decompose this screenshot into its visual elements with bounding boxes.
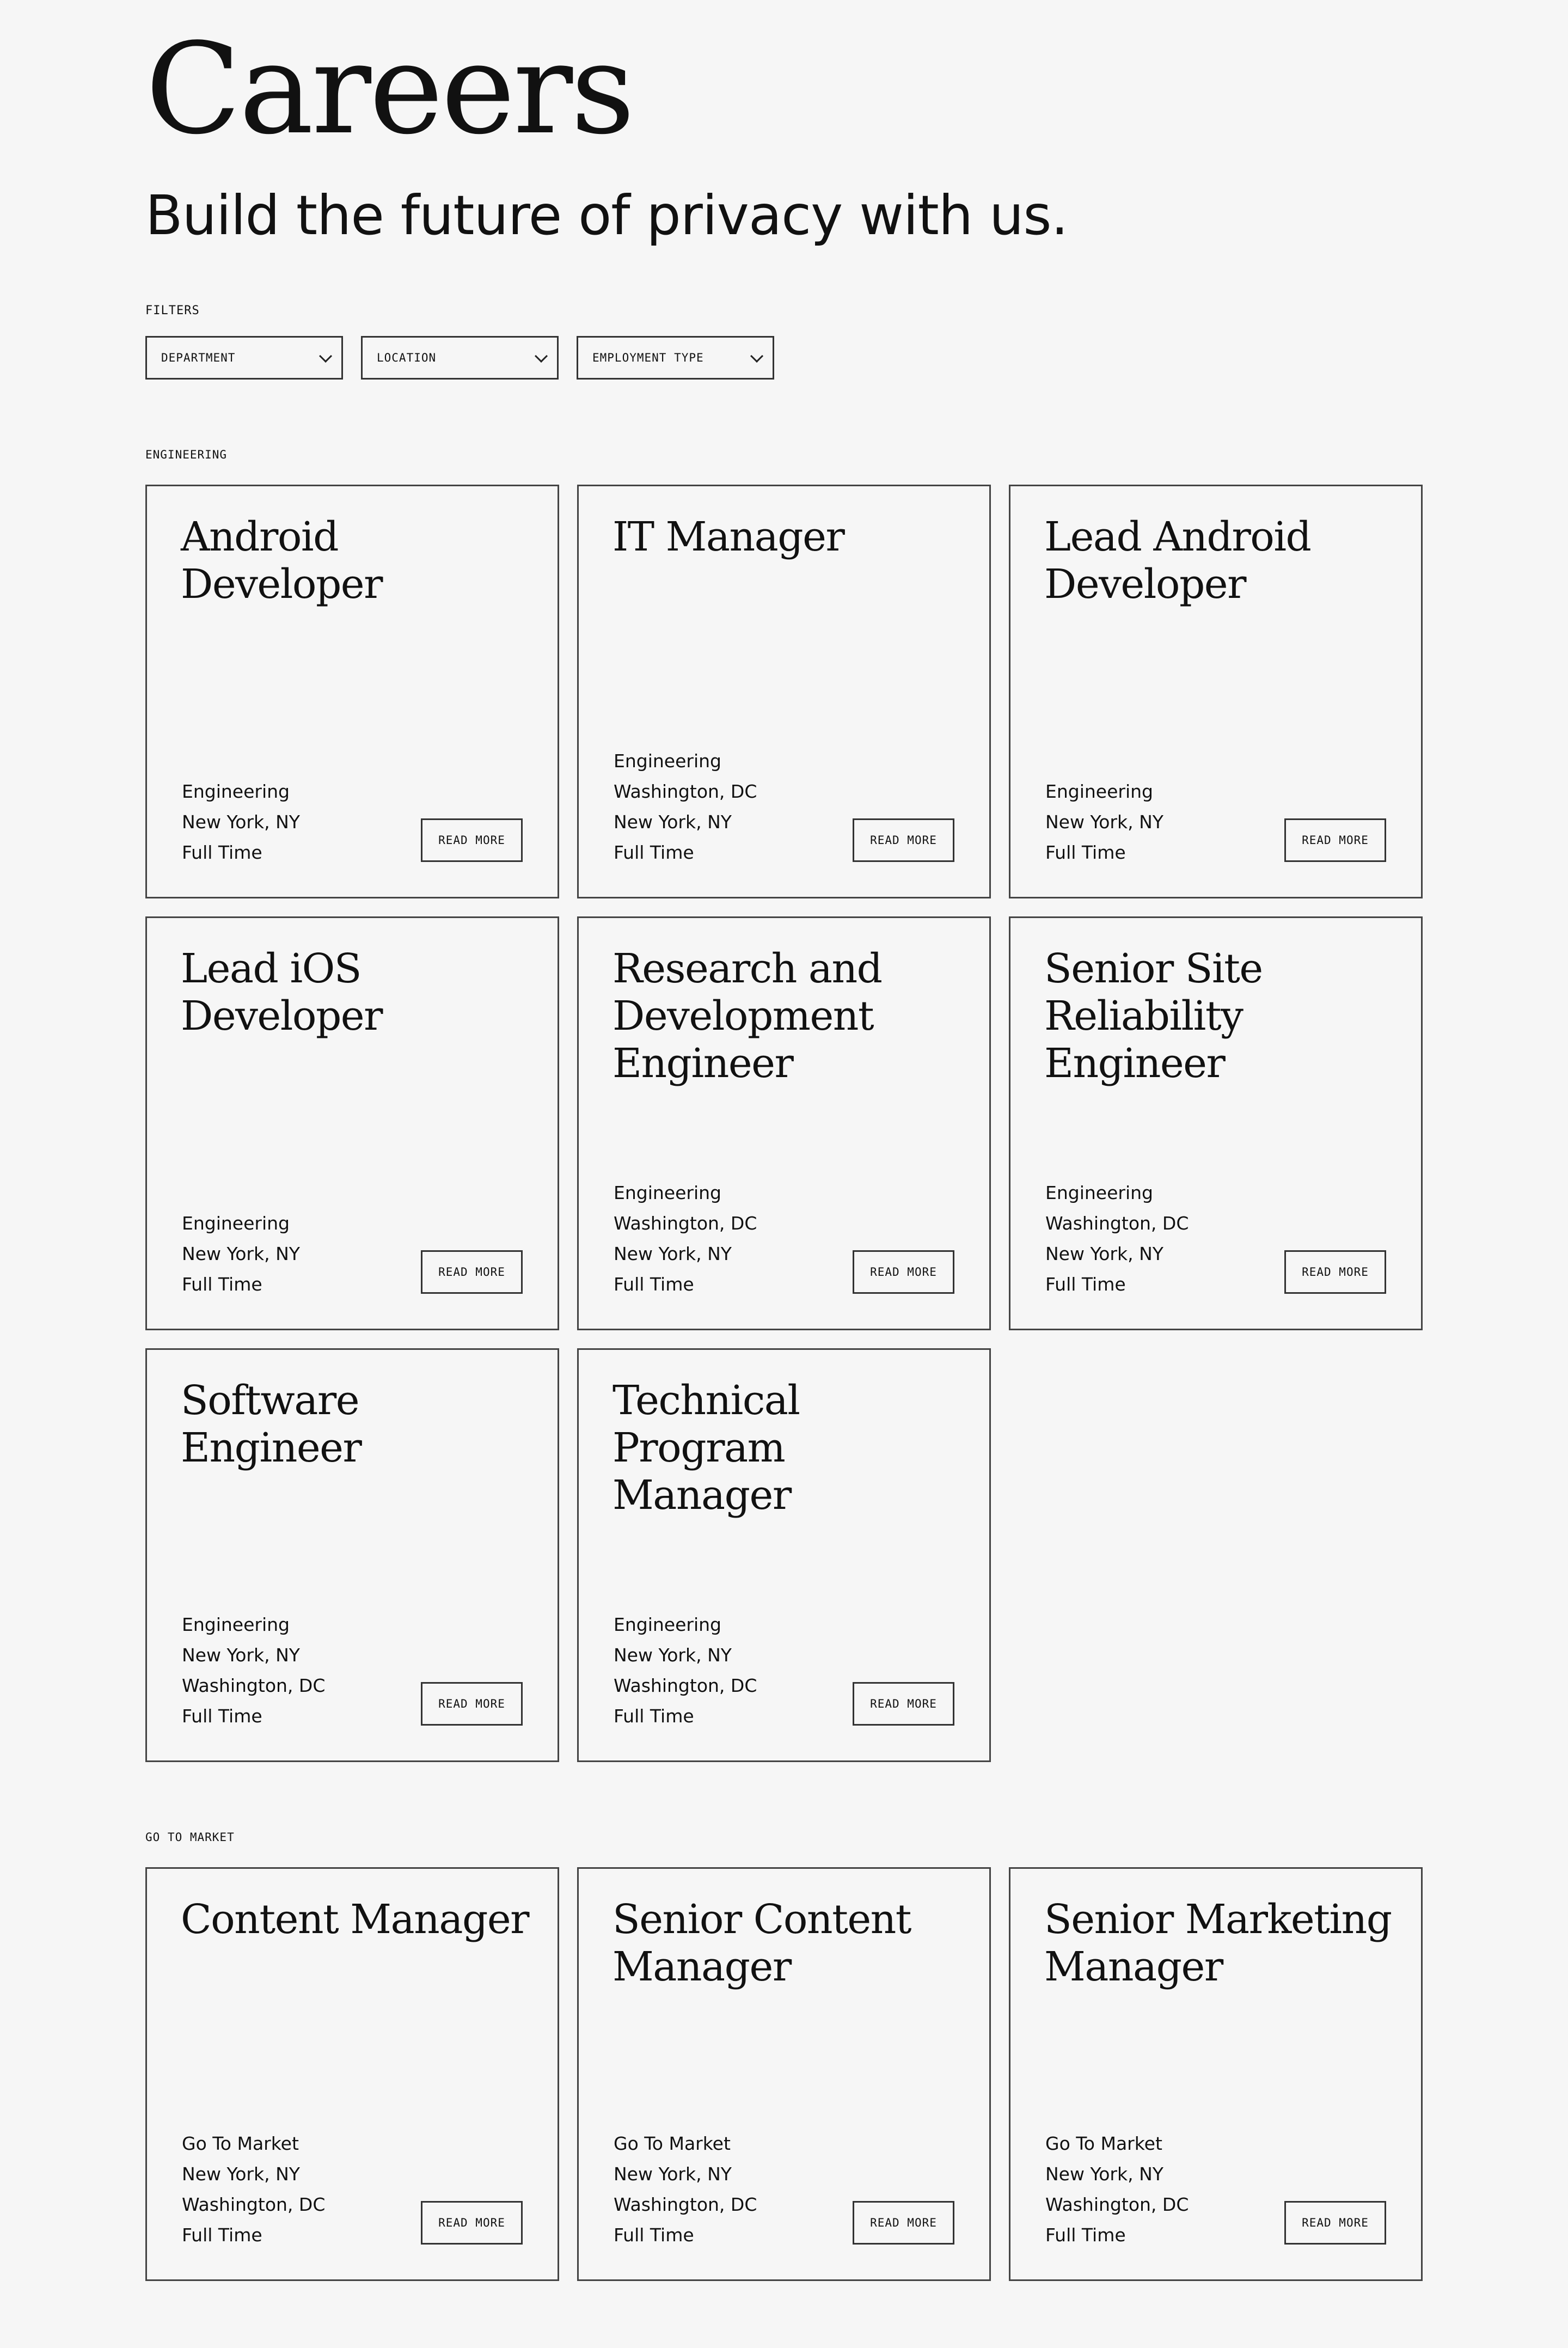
- job-meta-line: Washington, DC: [182, 1675, 326, 1696]
- job-meta-line: New York, NY: [182, 1243, 300, 1264]
- job-meta-line: Engineering: [614, 750, 721, 772]
- job-meta-line: Washington, DC: [1045, 2194, 1189, 2215]
- job-meta: [182, 1208, 300, 1300]
- job-meta-line: New York, NY: [1045, 1243, 1163, 1264]
- read-more-button[interactable]: READ MORE: [421, 818, 523, 862]
- job-meta-line: Engineering: [614, 1182, 721, 1203]
- job-card[interactable]: [577, 485, 991, 898]
- job-meta-line: Full Time: [182, 1274, 262, 1295]
- job-title: Lead iOS Developer: [181, 945, 382, 1040]
- chevron-down-icon: [319, 349, 332, 362]
- job-meta-line: Washington, DC: [614, 781, 757, 802]
- job-meta-line: Full Time: [614, 1274, 694, 1295]
- job-title: Software Engineer: [181, 1377, 362, 1471]
- job-meta-line: Washington, DC: [1045, 1213, 1189, 1234]
- location-filter-label: LOCATION: [377, 351, 437, 364]
- job-meta-line: New York, NY: [614, 2163, 732, 2185]
- job-meta-line: Full Time: [614, 1705, 694, 1727]
- section-label-go-to-market: GO TO MARKET: [145, 1831, 235, 1844]
- job-meta: [1045, 1178, 1189, 1300]
- job-meta-line: New York, NY: [614, 811, 732, 833]
- job-meta-line: Full Time: [182, 842, 262, 863]
- job-meta-line: Full Time: [614, 842, 694, 863]
- read-more-button[interactable]: READ MORE: [421, 1250, 523, 1294]
- job-card[interactable]: [145, 916, 559, 1330]
- job-title: Senior Marketing Manager: [1044, 1896, 1392, 1990]
- read-more-button[interactable]: READ MORE: [421, 2201, 523, 2245]
- read-more-button[interactable]: READ MORE: [853, 1682, 954, 1726]
- job-meta-line: New York, NY: [614, 1243, 732, 1264]
- page-title: Careers: [145, 17, 633, 162]
- read-more-button[interactable]: READ MORE: [853, 1250, 954, 1294]
- job-meta: [182, 1610, 325, 1732]
- job-meta-line: Engineering: [182, 1614, 290, 1635]
- job-title: Senior Site Reliability Engineer: [1044, 945, 1263, 1087]
- job-card[interactable]: [577, 916, 991, 1330]
- job-meta-line: Washington, DC: [614, 1213, 757, 1234]
- job-meta: [614, 1610, 757, 1732]
- filters-label: FILTERS: [145, 304, 200, 317]
- read-more-button[interactable]: READ MORE: [421, 1682, 523, 1726]
- read-more-button[interactable]: READ MORE: [1284, 2201, 1386, 2245]
- read-more-button[interactable]: READ MORE: [1284, 1250, 1386, 1294]
- job-meta-line: Go To Market: [182, 2133, 299, 2154]
- job-meta-line: New York, NY: [614, 1644, 732, 1666]
- section-label-engineering: ENGINEERING: [145, 448, 228, 461]
- job-title: IT Manager: [612, 513, 844, 560]
- read-more-button[interactable]: READ MORE: [853, 2201, 954, 2245]
- job-meta-line: Full Time: [1045, 842, 1126, 863]
- filters-bar: [145, 336, 774, 380]
- job-meta-line: New York, NY: [182, 1644, 300, 1666]
- job-title: Senior Content Manager: [612, 1896, 911, 1990]
- job-meta-line: Engineering: [182, 781, 290, 802]
- job-meta-line: New York, NY: [1045, 2163, 1163, 2185]
- job-meta-line: Full Time: [182, 1705, 262, 1727]
- page-subtitle: Build the future of privacy with us.: [145, 184, 1068, 247]
- job-card[interactable]: [145, 485, 559, 898]
- job-meta-line: Engineering: [182, 1213, 290, 1234]
- job-meta-line: Full Time: [614, 2224, 694, 2246]
- job-title: Android Developer: [181, 513, 382, 608]
- job-meta-line: Engineering: [1045, 1182, 1153, 1203]
- job-meta-line: New York, NY: [182, 2163, 300, 2185]
- job-meta: [1045, 2129, 1189, 2251]
- job-meta-line: Full Time: [1045, 1274, 1126, 1295]
- job-meta-line: Go To Market: [614, 2133, 731, 2154]
- job-card[interactable]: [1009, 916, 1423, 1330]
- job-card[interactable]: [145, 1867, 559, 2281]
- job-meta: [1045, 776, 1163, 868]
- job-meta: [614, 746, 757, 868]
- job-card[interactable]: [1009, 485, 1423, 898]
- job-title: Technical Program Manager: [612, 1377, 800, 1519]
- job-meta: [614, 1178, 757, 1300]
- read-more-button[interactable]: READ MORE: [1284, 818, 1386, 862]
- engineering-job-grid: [145, 485, 1423, 1762]
- location-filter[interactable]: [361, 336, 559, 380]
- job-meta-line: New York, NY: [182, 811, 300, 833]
- job-meta-line: Washington, DC: [182, 2194, 326, 2215]
- job-meta-line: Washington, DC: [614, 2194, 757, 2215]
- chevron-down-icon: [535, 349, 548, 362]
- job-title: Research and Development Engineer: [612, 945, 882, 1087]
- job-meta: [614, 2129, 757, 2251]
- job-meta-line: Go To Market: [1045, 2133, 1162, 2154]
- job-card[interactable]: [1009, 1867, 1423, 2281]
- read-more-button[interactable]: READ MORE: [853, 818, 954, 862]
- job-title: Lead Android Developer: [1044, 513, 1311, 608]
- department-filter[interactable]: [145, 336, 343, 380]
- job-card[interactable]: [145, 1348, 559, 1762]
- job-card[interactable]: [577, 1867, 991, 2281]
- job-meta: [182, 776, 300, 868]
- job-meta-line: Engineering: [614, 1614, 721, 1635]
- chevron-down-icon: [750, 349, 763, 362]
- employment-type-filter[interactable]: [577, 336, 774, 380]
- job-meta-line: Full Time: [182, 2224, 262, 2246]
- job-meta-line: New York, NY: [1045, 811, 1163, 833]
- department-filter-label: DEPARTMENT: [161, 351, 236, 364]
- job-meta-line: Full Time: [1045, 2224, 1126, 2246]
- go-to-market-job-grid: [145, 1867, 1423, 2281]
- job-title: Content Manager: [181, 1896, 529, 1943]
- job-card[interactable]: [577, 1348, 991, 1762]
- employment-type-filter-label: EMPLOYMENT TYPE: [592, 351, 704, 364]
- job-meta: [182, 2129, 325, 2251]
- job-meta-line: Washington, DC: [614, 1675, 757, 1696]
- job-meta-line: Engineering: [1045, 781, 1153, 802]
